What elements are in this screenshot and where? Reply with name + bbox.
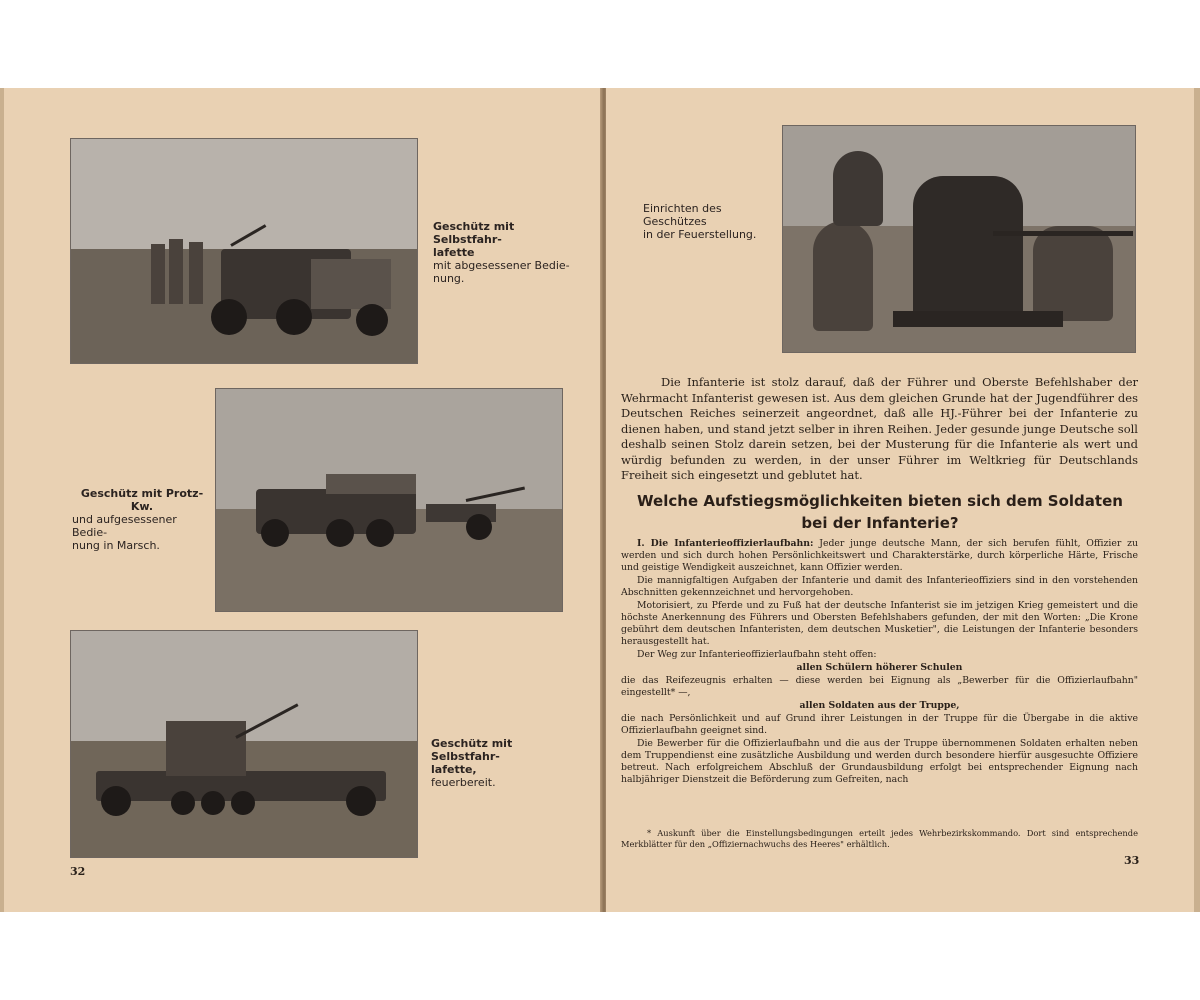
caption-photo-3 — [431, 737, 571, 789]
paragraph-d: die das Reifezeugnis erhalten — diese werden bei Eignung als „Bewerber für die Offizierlaufbahn" eingestellt* —, — [621, 675, 1138, 698]
right-book-edge — [1194, 88, 1200, 912]
photo-halftrack-dismounted — [70, 138, 418, 364]
page-number-left: 32 — [70, 865, 86, 878]
caption-bold: Geschütz mit Selbstfahr- lafette — [433, 220, 515, 259]
paragraph-b: Motorisiert, zu Pferde und zu Fuß hat der deutsche Infanterist sie im jetzigen Krieg gemeistert und die höchste Anerkennung des Führers und Obersten Befehlshabers gefunden, der mit den Worten: „Die Krone gebührt dem deutschen Infanteristen, dem deutschen Musketier", die Leistungen der Infanterie besonders herausgestellt hat. — [621, 600, 1138, 647]
photo-halftrack-firing — [70, 630, 418, 858]
section-text: Jeder junge deutsche Mann, der sich berufen fühlt, Offizier zu werden und sich durch hohen Persönlichkeitswert und Charakterstärke, durch körperliche Härte, Frische und geistige Wendigkeit auszeichnet, kann Offizier werden. — [621, 538, 1138, 573]
body-paragraph-1: Die Infanterie ist stolz darauf, daß der Führer und Oberste Befehlshaber der Wehrmacht Infanterist gewesen ist. Aus dem gleichen Grunde hat der Jugendführer des Deutschen Reiches seinerzeit angeordnet, daß alle HJ.-Führer bei der Infanterie zu dienen haben, und stand jetzt selber in ihren Reihen. Jeder gesunde junge Deutsche soll deshalb seinen Stolz darein setzen, bei der Musterung für die Infanterie als wert und würdig befunden zu werden, in der unser Führer im Weltkrieg für Deutschlands Freiheit sich eingesetzt und geblutet hat. — [621, 375, 1138, 482]
center-line-1: allen Schülern höherer Schulen — [796, 662, 963, 673]
section-heading: Welche Aufstiegsmöglichkeiten bieten sich dem Soldaten bei der Infanterie? — [637, 492, 1123, 532]
paragraph-a: Die mannigfaltigen Aufgaben der Infanterie und damit des Infanterieoffiziers sind in den vorstehenden Abschnitten gekennzeichnet und hervorgehoben. — [621, 575, 1138, 598]
photo-gun-setup — [782, 125, 1136, 353]
career-section — [621, 538, 1138, 787]
caption-bold: Geschütz mit Selbstfahr- lafette, — [431, 737, 513, 776]
center-line-2: allen Soldaten aus der Truppe, — [799, 700, 960, 711]
section-label: I. Die Infanterieoffizierlaufbahn: — [637, 538, 814, 549]
caption-photo-1 — [433, 220, 573, 285]
paragraph-c: Der Weg zur Infanterieoffizierlaufbahn steht offen: — [637, 649, 877, 660]
photo-towed-gun — [215, 388, 563, 612]
caption-photo-2 — [72, 487, 212, 552]
page-number-right: 33 — [1124, 854, 1140, 867]
footnote: * Auskunft über die Einstellungsbedingungen erteilt jedes Wehrbezirkskommando. Dort sind entsprechende Merkblätter für den „Offiziernachwuchs des Heeres" erhältlich. — [621, 828, 1138, 849]
caption-text: mit abgesessener Bedie- nung. — [433, 259, 570, 285]
section-intro — [621, 538, 1138, 574]
caption-photo-4: Einrichten des Geschützes in der Feuerstellung. — [643, 202, 757, 241]
caption-bold: Geschütz mit Protz-Kw. — [80, 487, 204, 513]
caption-text: feuerbereit. — [431, 776, 496, 789]
paragraph-e: die nach Persönlichkeit und auf Grund ihrer Leistungen in der Truppe für die Übergabe in die aktive Offizierlaufbahn geeignet sind. — [621, 713, 1138, 736]
paragraph-f: Die Bewerber für die Offizierlaufbahn und die aus der Truppe übernommenen Soldaten erhalten neben dem Truppendienst eine zusätzliche Ausbildung und werden durch besondere hierfür ausgesuchte Offiziere betreut. Nach erfolgreichem Abschluß der Grundausbildung erfolgt bei entsprechender Eignung nach halbjähriger Dienstzeit die Beförderung zum Gefreiten, nach — [621, 738, 1138, 785]
caption-text: und aufgesessener Bedie- nung in Marsch. — [72, 513, 177, 552]
